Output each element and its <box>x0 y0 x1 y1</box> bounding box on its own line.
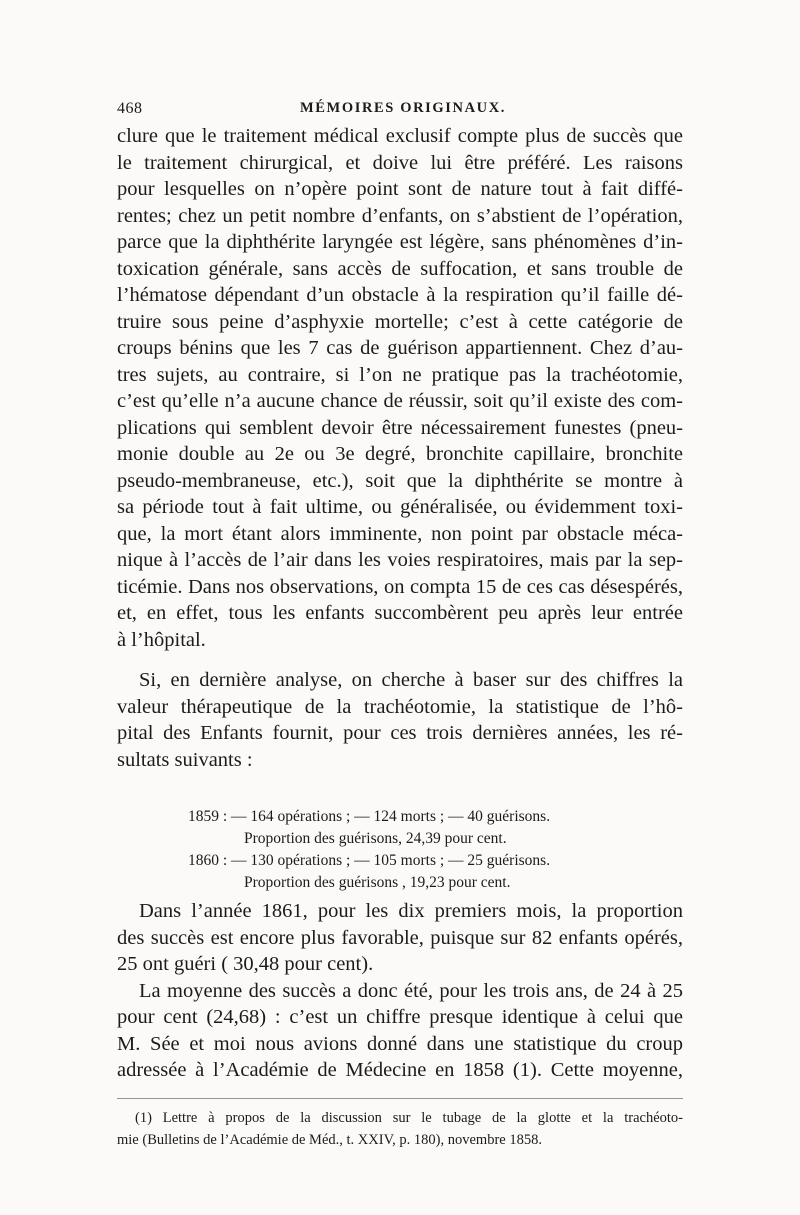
statistics-block <box>188 806 658 894</box>
text-line: M. Sée et moi nous avions donné dans une statistique du croup <box>117 1032 683 1055</box>
text-line: sa période tout à fait ultime, ou généralisée, ou évidemment toxi- <box>117 496 683 518</box>
text-line: Dans l’année 1861, pour les dix premiers mois, la proportion <box>139 900 683 922</box>
stats-line: Proportion des guérisons , 19,23 pour cent. <box>244 874 511 891</box>
text-line: tres sujets, au contraire, si l’on ne pratique pas la trachéotomie, <box>117 363 683 386</box>
text-line: le traitement chirurgical, et doive lui être préféré. Les raisons <box>117 151 683 174</box>
paragraph-1 <box>117 123 683 653</box>
footnote-divider <box>117 1098 683 1099</box>
running-head: MÉMOIRES ORIGINAUX. <box>300 100 507 116</box>
text-line: Si, en dernière analyse, on cherche à baser sur des chiffres la <box>139 669 683 691</box>
text-line: croups bénins que les 7 cas de guérison appartiennent. Chez d’au- <box>117 337 683 359</box>
text-line: pital des Enfants fournit, pour ces trois dernières années, les ré- <box>117 722 683 744</box>
page-header <box>117 100 687 124</box>
text-line: que, la mort étant alors imminente, non point par obstacle méca- <box>117 522 683 545</box>
body-text-lower <box>117 898 683 1084</box>
text-line: adressée à l’Académie de Médecine en 1858 (1). Cette moyenne, <box>117 1059 683 1081</box>
text-line: valeur thérapeutique de la trachéotomie, la statistique de l’hô- <box>117 695 683 718</box>
text-line: monie double au 2e ou 3e degré, bronchite capillaire, bronchite <box>117 443 683 465</box>
page-number: 468 <box>117 100 143 117</box>
text-line: pseudo-membraneuse, etc.), soit que la diphthérite se montre à <box>117 469 683 492</box>
text-line: truire sous peine d’asphyxie mortelle; c’est à cette catégorie de <box>117 310 683 333</box>
stats-line: 1860 : — 130 opérations ; — 105 morts ; — 25 guérisons. <box>188 852 551 869</box>
stats-line: Proportion des guérisons, 24,39 pour cent. <box>244 830 507 847</box>
text-line: parce que la diphthérite laryngée est légère, sans phénomènes d’in- <box>117 231 683 253</box>
text-line: l’hématose dépendant d’un obstacle à la respiration qu’il faille dé- <box>117 284 683 306</box>
text-line: La moyenne des succès a donc été, pour les trois ans, de 24 à 25 <box>139 979 683 1002</box>
text-line: c’est qu’elle n’a aucune chance de réussir, soit qu’il existe des com- <box>117 390 683 412</box>
text-line: à l’hôpital. <box>117 628 206 651</box>
text-line: pour cent (24,68) : c’est un chiffre presque identique à celui que <box>117 1006 683 1028</box>
text-line: des succès est encore plus favorable, puisque sur 82 enfants opérés, <box>117 926 683 949</box>
body-text-upper <box>117 123 683 773</box>
text-line: pour lesquelles on n’opère point sont de nature tout à fait diffé- <box>117 178 683 200</box>
paragraph-2 <box>117 667 683 773</box>
text-line: toxication générale, sans accès de suffocation, et sans trouble de <box>117 257 683 280</box>
paragraph-4 <box>117 978 683 1084</box>
text-line: clure que le traitement médical exclusif compte plus de succès que <box>117 125 683 147</box>
footnote-line: mie (Bulletins de l’Académie de Méd., t. XXIV, p. 180), novembre 1858. <box>117 1132 542 1148</box>
paragraph-3 <box>117 898 683 978</box>
text-line: nique à l’accès de l’air dans les voies respiratoires, mais par la sep- <box>117 549 683 571</box>
text-line: et, en effet, tous les enfants succombèrent peu après leur entrée <box>117 602 683 624</box>
text-line: plications qui semblent devoir être nécessairement funestes (pneu- <box>117 416 683 439</box>
text-line: ticémie. Dans nos observations, on compta 15 de ces cas désespérés, <box>117 575 683 598</box>
text-line: sultats suivants : <box>117 748 253 771</box>
footnote-line: (1) Lettre à propos de la discussion sur le tubage de la glotte et la trachéoto- <box>135 1110 683 1126</box>
footnote <box>117 1107 683 1151</box>
text-line: 25 ont guéri ( 30,48 pour cent). <box>117 953 374 975</box>
text-line: rentes; chez un petit nombre d’enfants, on s’abstient de l’opération, <box>117 204 683 227</box>
stats-line: 1859 : — 164 opérations ; — 124 morts ; — 40 guérisons. <box>188 808 551 825</box>
